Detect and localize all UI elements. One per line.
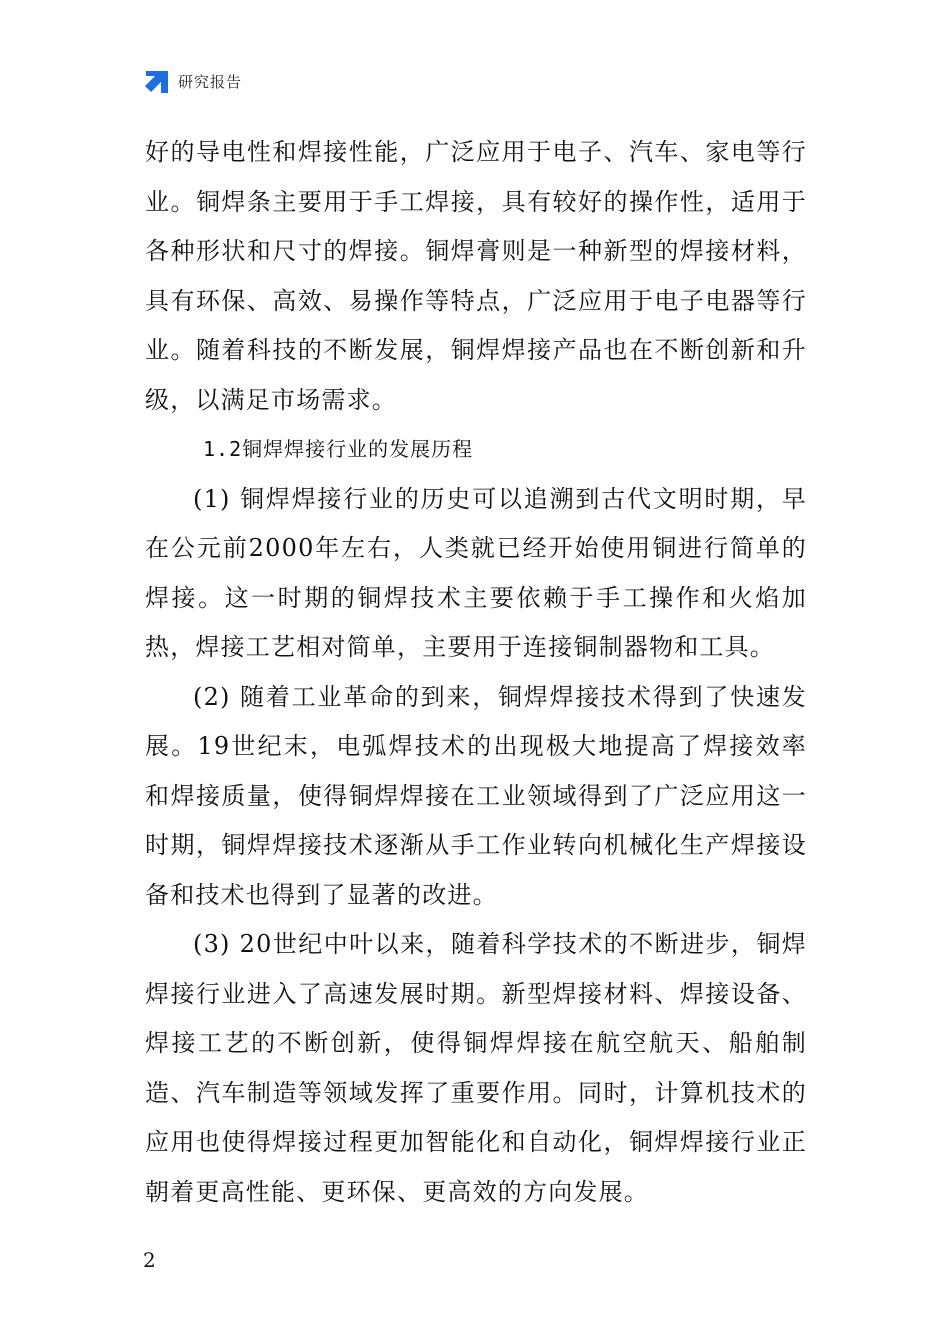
arrow-up-right-icon	[142, 67, 170, 95]
page-header	[142, 66, 242, 96]
paragraph-history-2: (2) 随着工业革命的到来，铜焊焊接技术得到了快速发展。19世纪末，电弧焊技术的出现极大地提高了焊接效率和焊接质量，使得铜焊焊接在工业领域得到了广泛应用这一时期，铜焊焊接技术逐渐从手工作业转向机械化生产焊接设备和技术也得到了显著的改进。	[145, 682, 807, 909]
paragraph-history-1: (1) 铜焊焊接行业的历史可以追溯到古代文明时期，早在公元前2000年左右，人类就已经开始使用铜进行简单的焊接。这一时期的铜焊技术主要依赖于手工操作和火焰加热，焊接工艺相对简单，主要用于连接铜制器物和工具。	[145, 484, 807, 661]
document-body	[145, 128, 807, 1217]
report-title: 研究报告	[178, 72, 243, 91]
page-number: 2	[143, 1248, 156, 1272]
section-heading: 1.2铜焊焊接行业的发展历程	[203, 437, 474, 461]
paragraph-continued: 好的导电性和焊接性能，广泛应用于电子、汽车、家电等行业。铜焊条主要用于手工焊接，具有较好的操作性，适用于各种形状和尺寸的焊接。铜焊膏则是一种新型的焊接材料，具有环保、高效、易操作等特点，广泛应用于电子电器等行业。随着科技的不断发展，铜焊焊接产品也在不断创新和升级，以满足市场需求。	[145, 138, 807, 414]
paragraph-history-3: (3) 20世纪中叶以来，随着科学技术的不断进步，铜焊焊接行业进入了高速发展时期。新型焊接材料、焊接设备、焊接工艺的不断创新，使得铜焊焊接在航空航天、船舶制造、汽车制造等领域发挥了重要作用。同时，计算机技术的应用也使得焊接过程更加智能化和自动化，铜焊焊接行业正朝着更高性能、更环保、更高效的方向发展。	[145, 930, 807, 1206]
